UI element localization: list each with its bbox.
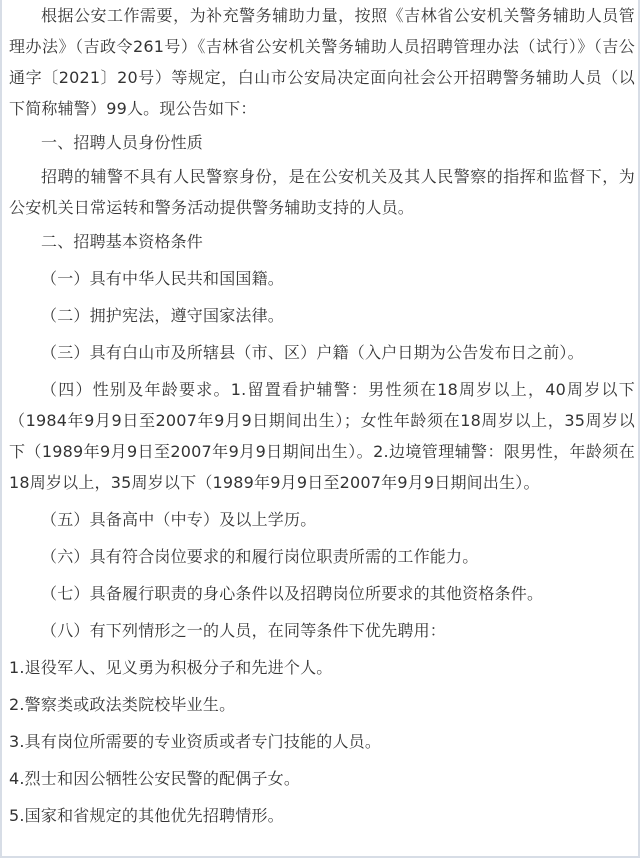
requirement-item-2: （二）拥护宪法，遵守国家法律。 <box>41 306 285 325</box>
priority-item-1: 1.退役军人、见义勇为积极分子和先进个人。 <box>9 658 333 677</box>
priority-item-3: 3.具有岗位所需要的专业资质或者专门技能的人员。 <box>9 732 382 751</box>
requirement-item-1: （一）具有中华人民共和国国籍。 <box>41 269 285 288</box>
priority-item-2: 2.警察类或政法类院校毕业生。 <box>9 695 236 714</box>
requirement-item-5: （五）具备高中（中专）及以上学历。 <box>41 510 317 529</box>
page-left-border <box>0 0 2 858</box>
announcement-document <box>9 0 635 858</box>
intro-paragraph: 根据公安工作需要，为补充警务辅助力量，按照《吉林省公安机关警务辅助人员管理办法》（吉政令261号）《吉林省公安机关警务辅助人员招聘管理办法（试行）》（吉公通字〔2021〕20号）等规定，白山市公安局决定面向社会公开招聘警务辅助人员（以下简称辅警）99人。现公告如下： <box>9 6 635 118</box>
priority-item-5: 5.国家和省规定的其他优先招聘情形。 <box>9 806 284 825</box>
section-1-body: 招聘的辅警不具有人民警察身份，是在公安机关及其人民警察的指挥和监督下，为公安机关日常运转和警务活动提供警务辅助支持的人员。 <box>9 167 635 217</box>
requirement-item-4: （四）性别及年龄要求。1.留置看护辅警：男性须在18周岁以上，40周岁以下（1984年9月9日至2007年9月9日期间出生）；女性年龄须在18周岁以上，35周岁以下（1989年9月9日至2007年9月9日期间出生）。2.边境管理辅警：限男性，年龄须在18周岁以上，35周岁以下（1989年9月9日至2007年9月9日期间出生）。 <box>9 380 635 492</box>
requirement-item-7: （七）具备履行职责的身心条件以及招聘岗位所要求的其他资格条件。 <box>41 584 544 603</box>
requirement-item-6: （六）具有符合岗位要求的和履行岗位职责所需的工作能力。 <box>41 547 479 566</box>
requirement-item-3: （三）具有白山市及所辖县（市、区）户籍（入户日期为公告发布日之前）。 <box>41 343 584 362</box>
requirement-item-8: （八）有下列情形之一的人员，在同等条件下优先聘用： <box>41 621 447 640</box>
priority-item-4: 4.烈士和因公牺牲公安民警的配偶子女。 <box>9 769 301 788</box>
section-2-heading: 二、招聘基本资格条件 <box>41 232 204 251</box>
section-1-heading: 一、招聘人员身份性质 <box>41 133 204 152</box>
